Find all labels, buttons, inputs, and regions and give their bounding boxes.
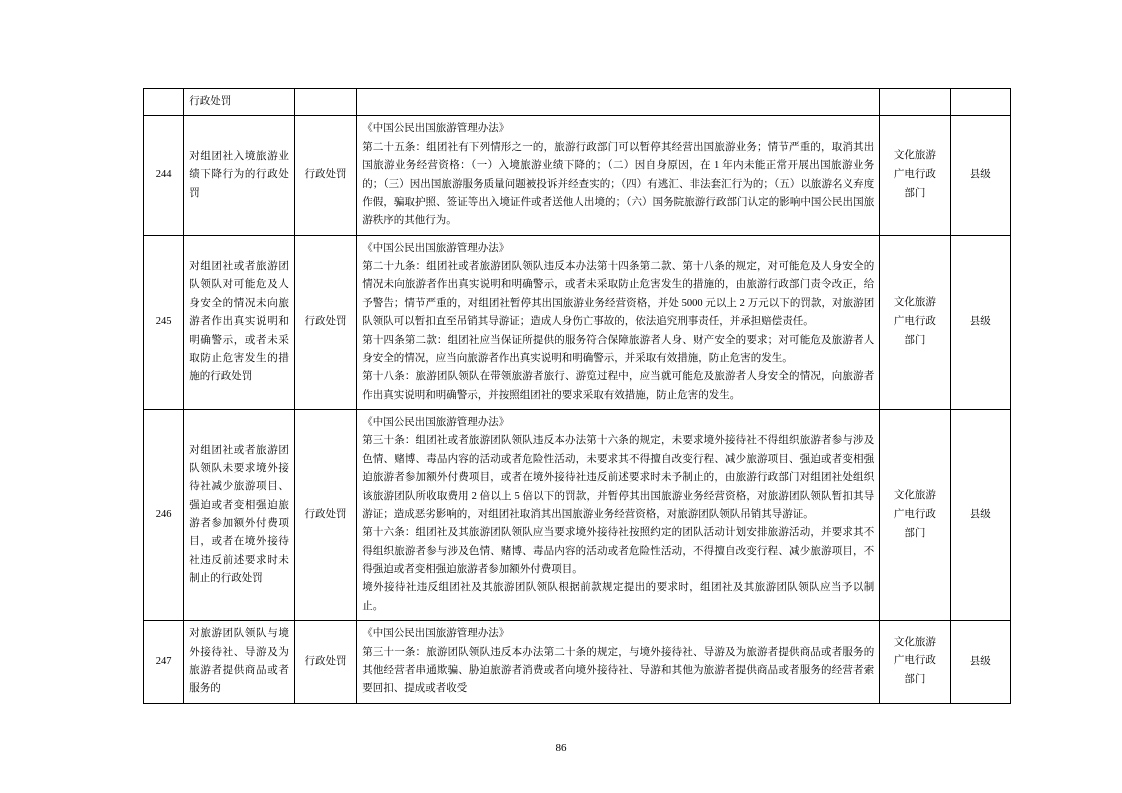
table-row xyxy=(144,235,1011,409)
basis-paragraph: 《中国公民出国旅游管理办法》 xyxy=(362,628,510,640)
table-row xyxy=(144,89,1011,116)
table-row xyxy=(144,410,1011,621)
cell-dept xyxy=(880,116,950,235)
cell-type xyxy=(294,89,356,116)
dept-line: 部门 xyxy=(904,674,926,686)
cell-level: 县级 xyxy=(950,235,1010,409)
cell-item xyxy=(184,235,295,409)
dept-line: 广电行政 xyxy=(893,169,936,181)
dept-line: 部门 xyxy=(904,527,926,539)
basis-paragraph: 第三十条：组团社或者旅游团队领队违反本办法第十六条的规定，未要求境外接待社不得组织旅游者参与涉及色情、赌博、毒品内容的活动或者危险性活动，未要求其不得擅自改变行程、减少旅游项目、强迫或者变相强迫旅游者参加额外付费项目，或者在境外接待社违反前述要求时未予制止的，由旅游行政部门对组团社处组织该旅游团队所收取费用 2 倍以上 5 倍以下的罚款，并暂停其出国旅游业务经营资格，对旅游团队领队暂扣其导游证；造成恶劣影响的，对组团社取消其出国旅游业务经营资格，对旅游团队领队吊销其导游证。 xyxy=(362,435,875,520)
table-row xyxy=(144,116,1011,235)
basis-paragraph: 《中国公民出国旅游管理办法》 xyxy=(362,417,510,428)
dept-line: 广电行政 xyxy=(893,315,936,327)
basis-paragraph: 第二十九条：组团社或者旅游团队领队违反本办法第十四条第二款、第十八条的规定，对可能危及人身安全的情况未向旅游者作出真实说明和明确警示，或者未采取防止危害发生的措施的，由旅游行政部门责令改正，给予警告；情节严重的，对组团社暂停其出国旅游业务经营资格，并处 5000 元以上 2 万元以下的罚款，对旅游团队领队可以暂扣直至吊销其导游证；造成人身伤亡事故的，依法追究刑事责任，并承担赔偿责任。 xyxy=(362,261,875,328)
regulation-table xyxy=(143,88,1011,704)
cell-level: 县级 xyxy=(950,410,1010,621)
cell-basis xyxy=(357,621,880,704)
item-text: 对组团社或者旅游团队领队对可能危及人身安全的情况未向旅游者作出真实说明和明确警示，或者未采取防止危害发生的措施的行政处罚 xyxy=(189,261,289,383)
basis-paragraph: 第三十一条：旅游团队领队违反本办法第二十条的规定，与境外接待社、导游及为旅游者提供商品或者服务的其他经营者串通欺骗、胁迫旅游者消费或者向境外接待社、导游和其他为旅游者提供商品或者服务的经营者索要回扣、提成或者收受 xyxy=(362,646,875,695)
dept-line: 部门 xyxy=(904,187,926,199)
cell-number: 247 xyxy=(144,621,184,704)
cell-number xyxy=(144,89,184,116)
item-text: 对旅游团队领队与境外接待社、导游及为旅游者提供商品或者服务的 xyxy=(189,628,289,695)
item-text: 对组团社或者旅游团队领队未要求境外接待社减少旅游项目、强迫或者变相强迫旅游者参加额外付费项目，或者在境外接待社违反前述要求时未制止的行政处罚 xyxy=(189,444,289,585)
cell-basis xyxy=(357,235,880,409)
cell-type: 行政处罚 xyxy=(294,621,356,704)
dept-line: 广电行政 xyxy=(893,655,936,667)
basis-paragraph: 《中国公民出国旅游管理办法》 xyxy=(362,123,510,135)
dept-line: 广电行政 xyxy=(893,508,936,520)
cell-number: 244 xyxy=(144,116,184,235)
cell-basis xyxy=(357,410,880,621)
cell-item xyxy=(184,621,295,704)
cell-type: 行政处罚 xyxy=(294,116,356,235)
cell-type: 行政处罚 xyxy=(294,235,356,409)
basis-paragraph: 第二十五条：组团社有下列情形之一的，旅游行政部门可以暂停其经营出国旅游业务；情节严重的，取消其出国旅游业务经营资格：（一）入境旅游业绩下降的；（二）因自身原因，在 1 年内未能正常开展出国旅游业务的；（三）因出国旅游服务质量问题被投诉并经查实的；（四）有逃汇、非法套汇行为的；（五）以旅游名义弃度作假，骗取护照、签证等出入境证件或者送他人出境的；（六）国务院旅游行政部门认定的影响中国公民出国旅游秩序的其他行为。 xyxy=(362,141,875,227)
cell-item xyxy=(184,116,295,235)
cell-dept xyxy=(880,621,950,704)
dept-line: 部门 xyxy=(904,334,926,346)
cell-basis xyxy=(357,116,880,235)
page-number: 86 xyxy=(555,742,567,754)
cell-level xyxy=(950,89,1010,116)
cell-basis xyxy=(357,89,880,116)
dept-line: 文化旅游 xyxy=(893,150,936,162)
cell-level: 县级 xyxy=(950,116,1010,235)
basis-paragraph: 境外接待社违反组团社及其旅游团队领队根据前款规定提出的要求时，组团社及其旅游团队领队应当予以制止。 xyxy=(362,582,875,612)
cell-dept xyxy=(880,410,950,621)
cell-level: 县级 xyxy=(950,621,1010,704)
dept-line: 文化旅游 xyxy=(893,636,936,648)
cell-item xyxy=(184,410,295,621)
cell-item: 行政处罚 xyxy=(184,89,295,116)
cell-type: 行政处罚 xyxy=(294,410,356,621)
basis-paragraph: 第十六条：组团社及其旅游团队领队应当要求境外接待社按照约定的团队活动计划安排旅游活动，并要求其不得组织旅游者参与涉及色情、赌博、毒品内容的活动或者危险性活动，不得擅自改变行程、减少旅游项目，不得强迫或者变相强迫旅游者参加额外付费项目。 xyxy=(362,527,875,575)
basis-paragraph: 《中国公民出国旅游管理办法》 xyxy=(362,242,510,254)
cell-number: 245 xyxy=(144,235,184,409)
cell-dept xyxy=(880,235,950,409)
cell-dept xyxy=(880,89,950,116)
cell-number: 246 xyxy=(144,410,184,621)
table-body xyxy=(144,89,1011,704)
item-text: 对组团社入境旅游业绩下降行为的行政处罚 xyxy=(189,150,289,199)
table-row xyxy=(144,621,1011,704)
dept-line: 文化旅游 xyxy=(893,489,936,501)
dept-line: 文化旅游 xyxy=(893,296,936,308)
basis-paragraph: 第十四条第二款：组团社应当保证所提供的服务符合保障旅游者人身、财产安全的要求；对可能危及旅游者人身安全的情况，应当向旅游者作出真实说明和明确警示，并采取有效措施，防止危害的发生。 xyxy=(362,334,875,364)
basis-paragraph: 第十八条：旅游团队领队在带领旅游者旅行、游览过程中，应当就可能危及旅游者人身安全的情况，向旅游者作出真实说明和明确警示，并按照组团社的要求采取有效措施，防止危害的发生。 xyxy=(362,371,875,401)
